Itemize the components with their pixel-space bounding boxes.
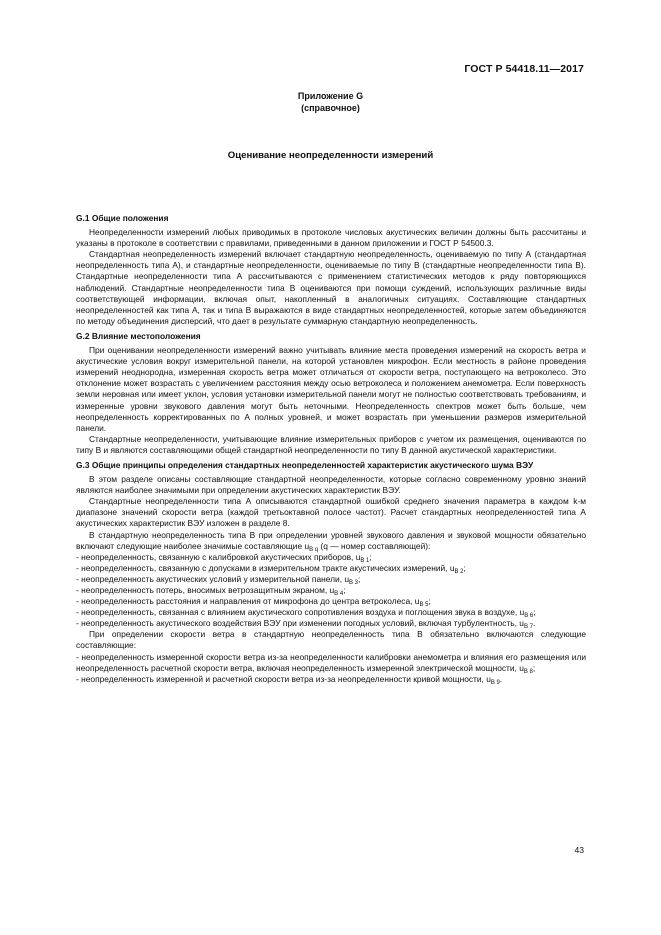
paragraph: При оценивании неопределенности измерений важно учитывать влияние места проведения измерений на скорость ветра и акустические условия вокруг измерительной панели, на которой установлен микрофон. Если местность в районе проведения измерений неоднородна, измеренная скорость ветра может отличаться от скорости ветра, поступающего на ветроколесо. Это отклонение может возрастать с увеличением расстояния между осью ветроколеса и положением анемометра. Если поверхность земли неровная или имеет уклон, условия установки измерительной панели могут не полностью соответствовать требованиям, и измеренные уровни звукового давления могут быть неточными. Неопределенность спектров может быть больше, чем неопределенность корректированных по А полных уровней, и может возрастать при уменьшении размеров измерительной панели. xyxy=(76,345,586,433)
uncertainty-list-sound xyxy=(76,552,586,630)
document-body xyxy=(76,213,586,685)
section-heading-g3: G.3 Общие принципы определения стандартных неопределенностей характеристик акустического шума ВЭУ xyxy=(76,459,534,470)
paragraph: Неопределенности измерений любых приводимых в протоколе числовых акустических величин должны быть рассчитаны и указаны в протоколе в соответствии с правилами, приведенными в данном приложении и ГОСТ Р 54500.3. xyxy=(76,227,586,249)
paragraph: При определении скорости ветра в стандартную неопределенность типа В обязательно включаются следующие составляющие: xyxy=(76,629,586,651)
list-item: - неопределенность расстояния и направления от микрофона до центра ветроколеса, $u_{B 5}$; xyxy=(76,596,586,607)
list-item: - неопределенность измеренной и расчетной скорости ветра из-за неопределенности кривой мощности, $u_{B 9}$. xyxy=(76,674,586,685)
appendix-title: Оценивание неопределенности измерений xyxy=(227,150,434,161)
list-item: - неопределенность, связанную с допусками в измерительном тракте акустических измерений, $u_{B 2}$; xyxy=(76,563,586,574)
appendix-heading xyxy=(0,91,661,114)
paragraph: Стандартная неопределенность измерений включает стандартную неопределенность, оцениваемую по типу А (стандартная неопределенность типа А), и стандартные неопределенности, оцениваемые по типу В (стандартные неопределенности типа В). Стандартные неопределенности типа А рассчитываются с применением статистических методов к ряду повторяющихся наблюдений. Стандартные неопределенности типа В оцениваются при помощи суждений, использующих различные виды соответствующей информации, включая опыт, накопленный в аналогичных ситуациях. Составляющие стандартных неопределенностей как типа А, так и типа В выражаются в виде стандартных неопределенностей, которые затем объединяются по методу объединения дисперсий, что дает в результате суммарную стандартную неопределенность. xyxy=(76,249,586,326)
section-heading-g1: G.1 Общие положения xyxy=(76,213,169,223)
list-item: - неопределенность потерь, вносимых ветрозащитным экраном, $u_{B 4}$; xyxy=(76,585,586,596)
page-number: 43 xyxy=(574,845,584,855)
document-code: ГОСТ Р 54418.11—2017 xyxy=(464,63,584,75)
list-item: - неопределенность, связанная с влиянием акустического сопротивления воздуха и поглощения звука в воздухе, $u_{B 6}$; xyxy=(76,607,586,618)
list-item: - неопределенность, связанную с калибровкой акустических приборов, $u_{B 1}$; xyxy=(76,552,586,563)
list-item: - неопределенность акустического воздействия ВЭУ при изменении погодных условий, включая турбулентность, $u_{B 7}$. xyxy=(76,618,586,629)
section-heading-g2: G.2 Влияние местоположения xyxy=(76,330,201,341)
list-item: - неопределенность измеренной скорости ветра из-за неопределенности калибровки анемометра и влияния его размещения или неопределенность расчетной скорости ветра, включая неопределенность измеренной электрической мощности, $u_{B 8}$; xyxy=(76,652,586,674)
paragraph: Стандартные неопределенности, учитывающие влияние измерительных приборов с учетом их размещения, оцениваются по типу В и являются составляющими общей стандартной неопределенности по типу В данной акустической характеристики. xyxy=(76,433,586,455)
appendix-label: Приложение G xyxy=(297,91,364,101)
paragraph: Стандартные неопределенности типа А описываются стандартной ошибкой среднего значения параметра в каждом k-м диапазоне значений скорости ветра (каждой третьоктавной полосе частот). Расчет стандартных неопределенностей типа А акустических характеристик ВЭУ изложен в разделе 8. xyxy=(76,496,586,529)
uncertainty-list-wind xyxy=(76,652,586,685)
paragraph: В этом разделе описаны составляющие стандартной неопределенности, которые согласно современному уровню знаний являются наиболее значимыми при определении акустических характеристик ВЭУ. xyxy=(76,474,586,496)
list-item: - неопределенность акустических условий у измерительной панели, $u_{B 3}$; xyxy=(76,574,586,585)
appendix-type: (справочное) xyxy=(301,102,360,113)
paragraph: В стандартную неопределенность типа В при определении уровней звукового давления и звуковой мощности обязательно включают следующие наиболее значимые составляющие $u_{B q}$ (q — номер составляющей): xyxy=(76,529,586,553)
